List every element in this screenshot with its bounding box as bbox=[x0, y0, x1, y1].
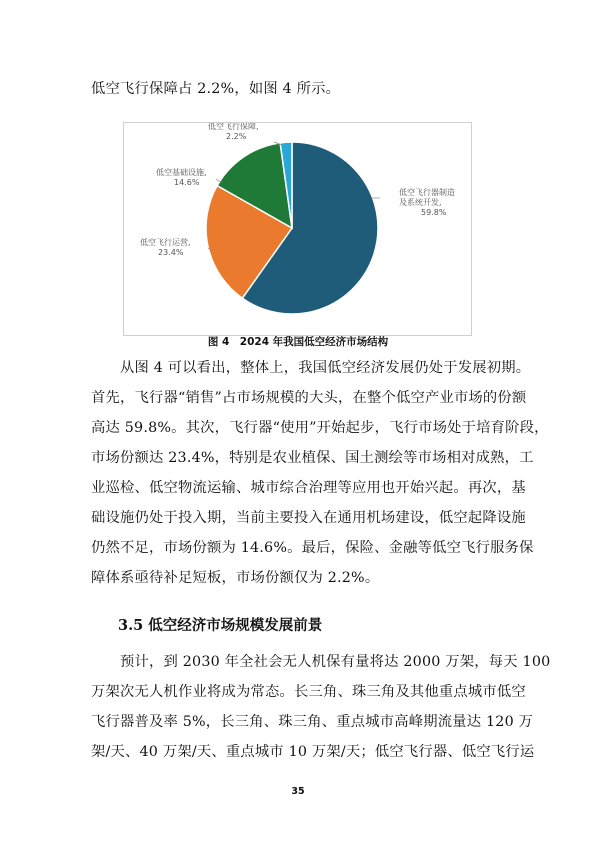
slice-name-label: 低空基础设施, bbox=[156, 168, 207, 177]
paragraph-1-line: 从图 4 可以看出，整体上，我国低空经济发展仍处于发展初期。 bbox=[91, 360, 531, 376]
pie-chart-svg bbox=[124, 123, 471, 335]
paragraph-2-line: 飞行器普及率 5%，长三角、珠三角、重点城市高峰期流量达 120 万 bbox=[91, 714, 534, 730]
slice-value-label: 2.2% bbox=[226, 132, 247, 141]
paragraph-1-line: 业巡检、低空物流运输、城市综合治理等应用也开始兴起。再次，基 bbox=[91, 480, 526, 496]
slice-value-label: 14.6% bbox=[174, 178, 200, 187]
page-number: 35 bbox=[291, 786, 305, 797]
paragraph-1-line: 障体系亟待补足短板，市场份额仅为 2.2%。 bbox=[91, 570, 380, 586]
intro-line: 低空飞行保障占 2.2%，如图 4 所示。 bbox=[91, 81, 341, 97]
slice-name-label: 低空飞行保障, bbox=[208, 123, 259, 131]
paragraph-2-line: 架/天、40 万架/天、重点城市 10 万架/天；低空飞行器、低空飞行运 bbox=[91, 744, 535, 760]
slice-label bbox=[140, 237, 191, 257]
paragraph-1-line: 市场份额达 23.4%，特别是农业植保、国土测绘等市场相对成熟，工 bbox=[91, 450, 534, 466]
slice-label bbox=[156, 167, 207, 187]
slice-value-label: 23.4% bbox=[158, 248, 184, 257]
slice-name-label: 低空飞行器制造 bbox=[399, 188, 455, 197]
slice-label bbox=[208, 123, 259, 141]
paragraph-1-line: 仍然不足，市场份额为 14.6%。最后，保险、金融等低空飞行服务保 bbox=[91, 540, 534, 556]
slice-label bbox=[399, 187, 455, 217]
paragraph-1-line: 首先，飞行器“销售”占市场规模的大头，在整个低空产业市场的份额 bbox=[91, 390, 527, 406]
slice-name-label: 及系统开发, bbox=[399, 198, 442, 207]
paragraph-2-line: 万架次无人机作业将成为常态。长三角、珠三角及其他重点城市低空 bbox=[91, 684, 526, 700]
slice-name-label: 低空飞行运营, bbox=[140, 238, 191, 247]
paragraph-2-line: 预计，到 2030 年全社会无人机保有量将达 2000 万架，每天 100 bbox=[91, 654, 551, 670]
paragraph-1-line: 高达 59.8%。其次，飞行器“使用”开始起步，飞行市场处于培育阶段， bbox=[91, 420, 549, 436]
slice-value-label: 59.8% bbox=[421, 208, 447, 217]
figure-caption: 图 4 2024 年我国低空经济市场结构 bbox=[207, 336, 389, 348]
pie-chart bbox=[123, 122, 472, 336]
section-heading: 3.5 低空经济市场规模发展前景 bbox=[118, 617, 323, 634]
paragraph-1-line: 础设施仍处于投入期，当前主要投入在通用机场建设，低空起降设施 bbox=[91, 510, 526, 526]
